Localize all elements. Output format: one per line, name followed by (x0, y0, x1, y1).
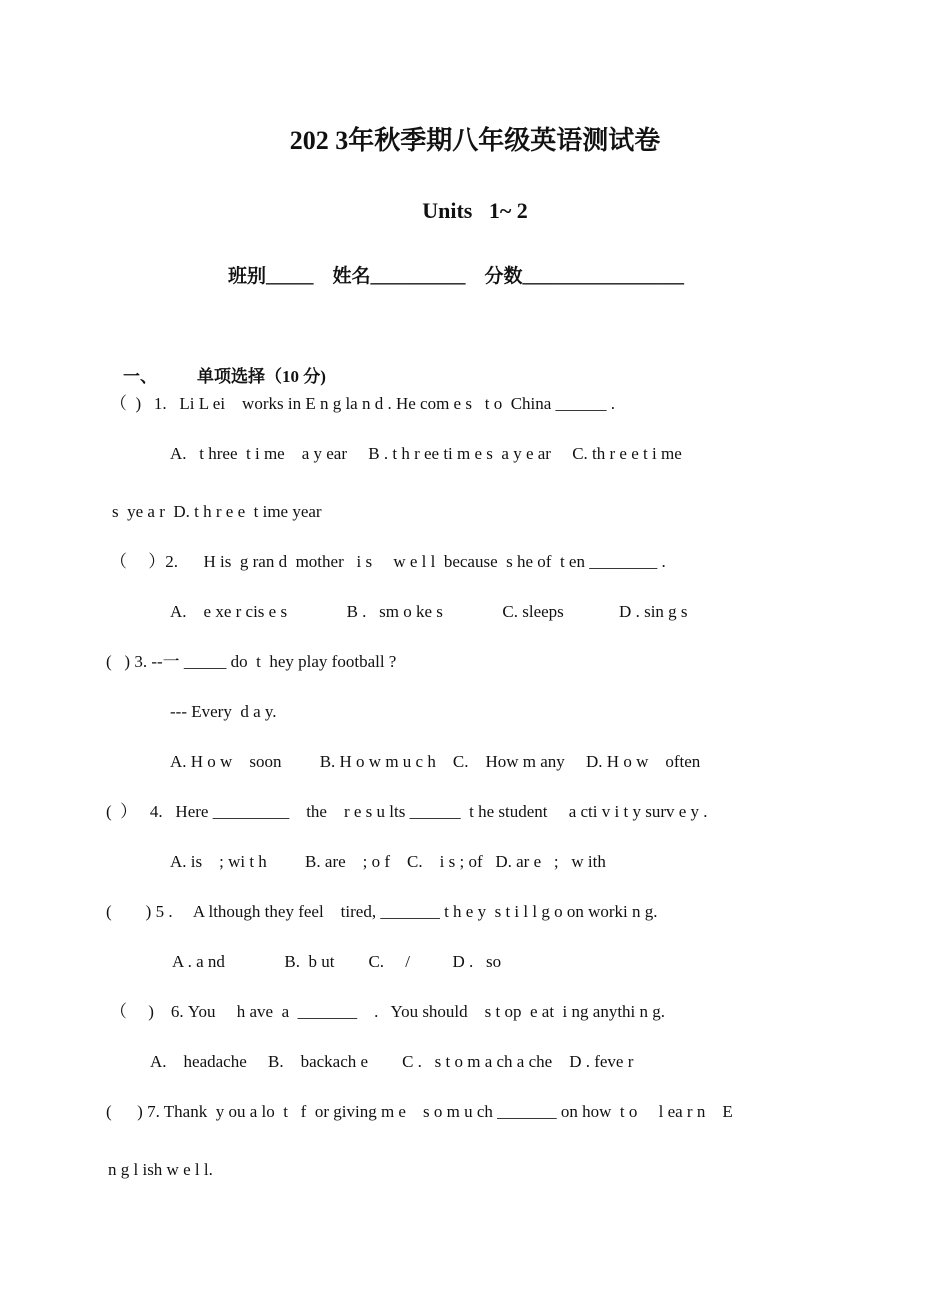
question-7: ( ) 7. Thank y ou a lo t f or giving m e s o m u ch _______ on how t o l ea r n E (106, 1102, 733, 1121)
question-6: （ ) 6. You h ave a _______ . You should s t op e at i ng anythi n g. (110, 1002, 666, 1021)
question-1-options-cont: s ye a r D. t h r e e t ime year (112, 502, 322, 521)
question-1: （ ) 1. Li L ei works in E n g la n d . He com e s t o China ______ . (110, 394, 616, 413)
question-4: ( ） 4. Here _________ the r e s u lts ______ t he student a cti v i t y surv e y . (106, 802, 708, 821)
question-5-options: A . a nd B. b ut C. / D . so (172, 952, 502, 971)
question-3: ( ) 3. --一 _____ do t hey play football ? (106, 652, 397, 671)
student-info-line: 班别_____ 姓名__________ 分数_________________ (228, 266, 685, 287)
question-5: ( ) 5 . A lthough they feel tired, _______ t h e y s t i l l g o on worki n g. (106, 902, 658, 921)
question-7-cont: n g l ish w e l l. (108, 1160, 213, 1179)
question-2: （ ）2. H is g ran d mother i s w e l l because s he of t en ________ . (110, 552, 666, 571)
question-2-options: A. e xe r cis e s B . sm o ke s C. sleeps D . sin g s (170, 602, 688, 621)
question-3-answer-line: --- Every d a y. (170, 702, 277, 721)
question-1-options: A. t hree t i me a y ear B . t h r ee ti m e s a y e ar C. th r e e t i me (170, 444, 682, 463)
question-6-options: A. headache B. backach e C . s t o m a ch a che D . feve r (150, 1052, 634, 1071)
section-title: 单项选择（10 分) (197, 367, 326, 386)
question-4-options: A. is ; wi t h B. are ; o f C. i s ; of D. ar e ; w ith (170, 852, 606, 871)
units-subtitle: Units 1~ 2 (422, 198, 528, 223)
question-3-options: A. H o w soon B. H o w m u c h C. How m any D. H o w often (170, 752, 701, 771)
section-number: 一、 (123, 367, 157, 386)
page-title: 202 3年秋季期八年级英语测试卷 (289, 126, 661, 155)
